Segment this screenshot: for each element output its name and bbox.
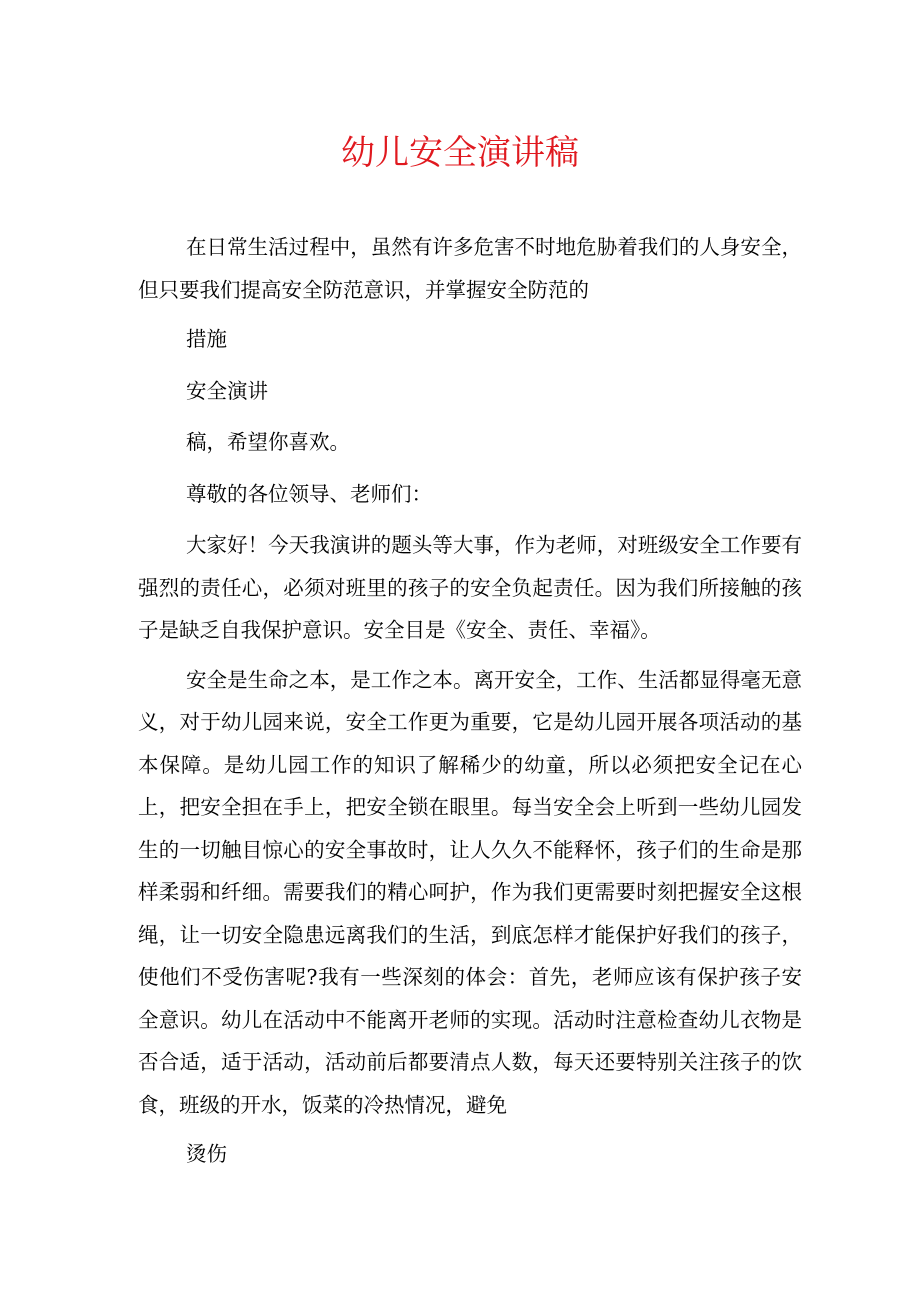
paragraph-measures: 措施 — [186, 327, 227, 351]
document-title: 幼儿安全演讲稿 — [341, 133, 579, 173]
paragraph-hope: 稿，希望你喜欢。 — [186, 430, 350, 454]
paragraph-scald: 烫伤 — [186, 1142, 227, 1166]
paragraph-safety-speech: 安全演讲 — [186, 378, 268, 403]
document-body — [138, 226, 802, 1185]
paragraph-main: 安全是生命之本，是工作之本。离开安全，工作、生活都显得毫无意义，对于幼儿园来说，安全工作更为重要，它是幼儿园开展各项活动的基本保障。是幼儿园工作的知识了解稀少的幼童，所以必须把安全记在心上，把安全担在手上，把安全锁在眼里。每当安全会上听到一些幼儿园发生的一切触目惊心的安全事故时，让人久久不能释怀，孩子们的生命是那样柔弱和纤细。需要我们的精心呵护，作为我们更需要时刻把握安全这根绳，让一切安全隐患远离我们的生活，到底怎样才能保护好我们的孩子，使他们不受伤害呢?我有一些深刻的体会：首先，老师应该有保护孩子安全意识。幼儿在活动中不能离开老师的实现。活动时注意检查幼儿衣物是否合适，适于活动，活动前后都要清点人数，每天还要特别关注孩子的饮食，班级的开水，饭菜的冷热情况，避免 — [138, 667, 802, 1117]
paragraph-intro: 在日常生活过程中，虽然有许多危害不时地危胁着我们的人身安全，但只要我们提高安全防范意识，并掌握安全防范的 — [138, 235, 802, 302]
paragraph-greeting: 大家好！今天我演讲的题头等大事，作为老师，对班级安全工作要有强烈的责任心，必须对班里的孩子的安全负起责任。因为我们所接触的孩子是缺乏自我保护意识。安全目是《安全、责任、幸福》。 — [138, 533, 802, 642]
paragraph-salutation: 尊敬的各位领导、老师们： — [186, 481, 432, 506]
